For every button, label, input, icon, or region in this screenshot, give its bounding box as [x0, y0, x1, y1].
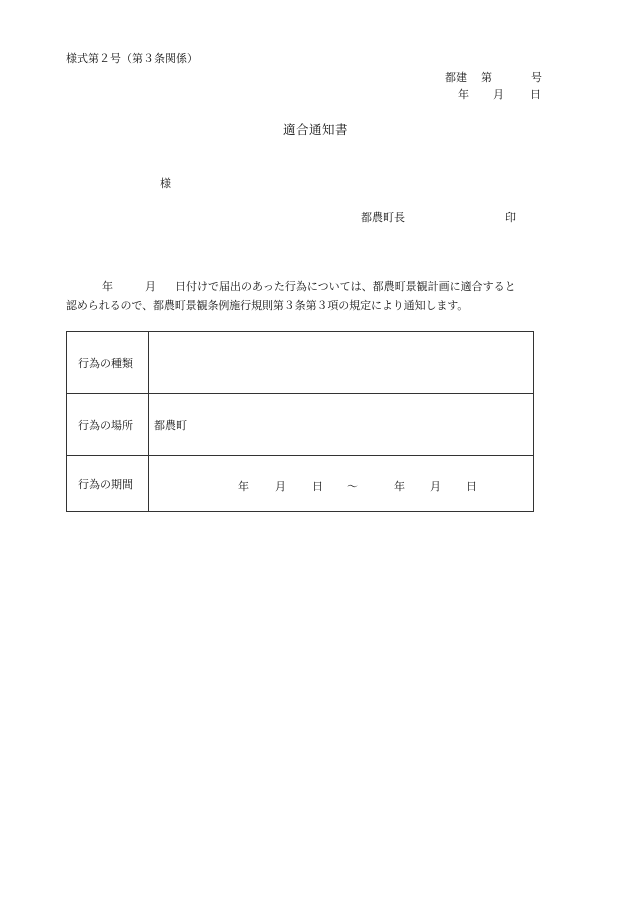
addressee-honorific: 様 — [160, 177, 171, 190]
issuer-title: 都農町長 — [361, 211, 405, 224]
reference-suffix: 号 — [531, 71, 542, 84]
reference-prefix: 都建 — [445, 71, 467, 84]
period-start-year: 年 — [238, 480, 249, 493]
body-month: 月 — [145, 280, 156, 293]
body-year: 年 — [102, 280, 113, 293]
seal-mark: 印 — [505, 211, 516, 224]
reference-mid: 第 — [481, 71, 492, 84]
period-end-year: 年 — [394, 480, 405, 493]
table-row-type — [67, 332, 534, 394]
value-type — [149, 332, 534, 394]
period-start-month: 月 — [275, 480, 286, 493]
table-row-period — [67, 456, 534, 512]
label-type: 行為の種類 — [67, 332, 149, 394]
date-year: 年 — [458, 88, 469, 101]
label-period: 行為の期間 — [67, 456, 149, 512]
label-location: 行為の場所 — [67, 394, 149, 456]
body-line-1-text: 日付けで届出のあった行為については、都農町景観計画に適合すると — [175, 280, 516, 293]
table-row-location — [67, 394, 534, 456]
value-location: 都農町 — [149, 394, 534, 456]
body-line-2: 認められるので、都農町景観条例施行規則第３条第３項の規定により通知します。 — [66, 299, 469, 312]
document-title: 適合通知書 — [283, 122, 349, 137]
period-start-day: 日 — [312, 480, 323, 493]
date-month: 月 — [493, 88, 504, 101]
date-day: 日 — [530, 88, 541, 101]
period-separator: ～ — [347, 480, 358, 493]
form-number: 様式第２号（第３条関係） — [66, 52, 198, 65]
value-period — [149, 456, 534, 512]
period-end-month: 月 — [430, 480, 441, 493]
info-table — [66, 331, 534, 512]
period-end-day: 日 — [466, 480, 477, 493]
